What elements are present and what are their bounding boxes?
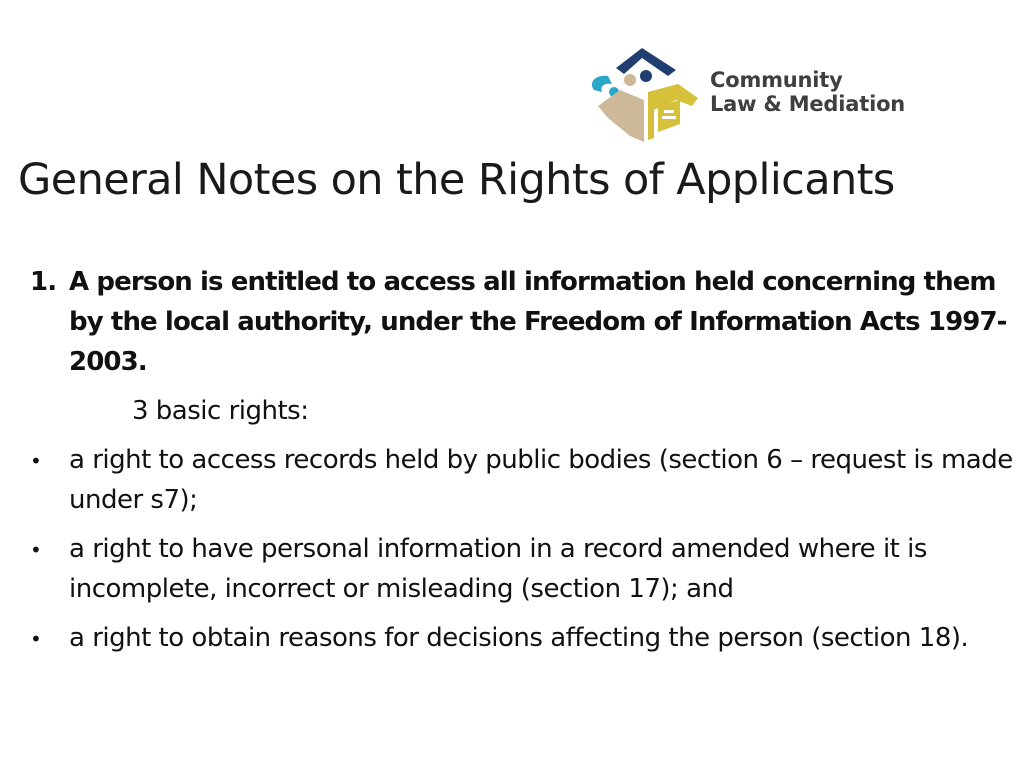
numbered-item <box>30 262 1020 382</box>
community-law-mediation-logo <box>584 46 929 142</box>
list-item <box>30 618 1020 658</box>
list-item <box>30 529 1020 609</box>
numbered-item-text: A person is entitled to access all information held concerning them by the local authority, under the Freedom of Information Acts 1997-2003. <box>69 267 1007 377</box>
bullet-icon: • <box>30 449 42 473</box>
logo-line-2: Law & Mediation <box>710 92 906 116</box>
page-title: General Notes on the Rights of Applicants <box>18 155 895 205</box>
bullet-text: a right to have personal information in a record amended where it is incomplete, incorrect or misleading (section 17); and <box>69 534 927 604</box>
subheading: 3 basic rights: <box>132 396 309 426</box>
logo-wordmark <box>710 68 905 116</box>
list-item <box>30 440 1020 520</box>
logo-line-1: Community <box>710 68 843 92</box>
list-number: 1. <box>30 267 57 297</box>
bullet-text: a right to access records held by public bodies (section 6 – request is made under s7); <box>69 445 1013 515</box>
bullet-icon: • <box>30 538 42 562</box>
bullet-icon: • <box>30 627 42 651</box>
logo-mark-icon <box>584 46 702 142</box>
bullet-text: a right to obtain reasons for decisions affecting the person (section 18). <box>69 623 969 653</box>
slide-body <box>30 262 1020 667</box>
